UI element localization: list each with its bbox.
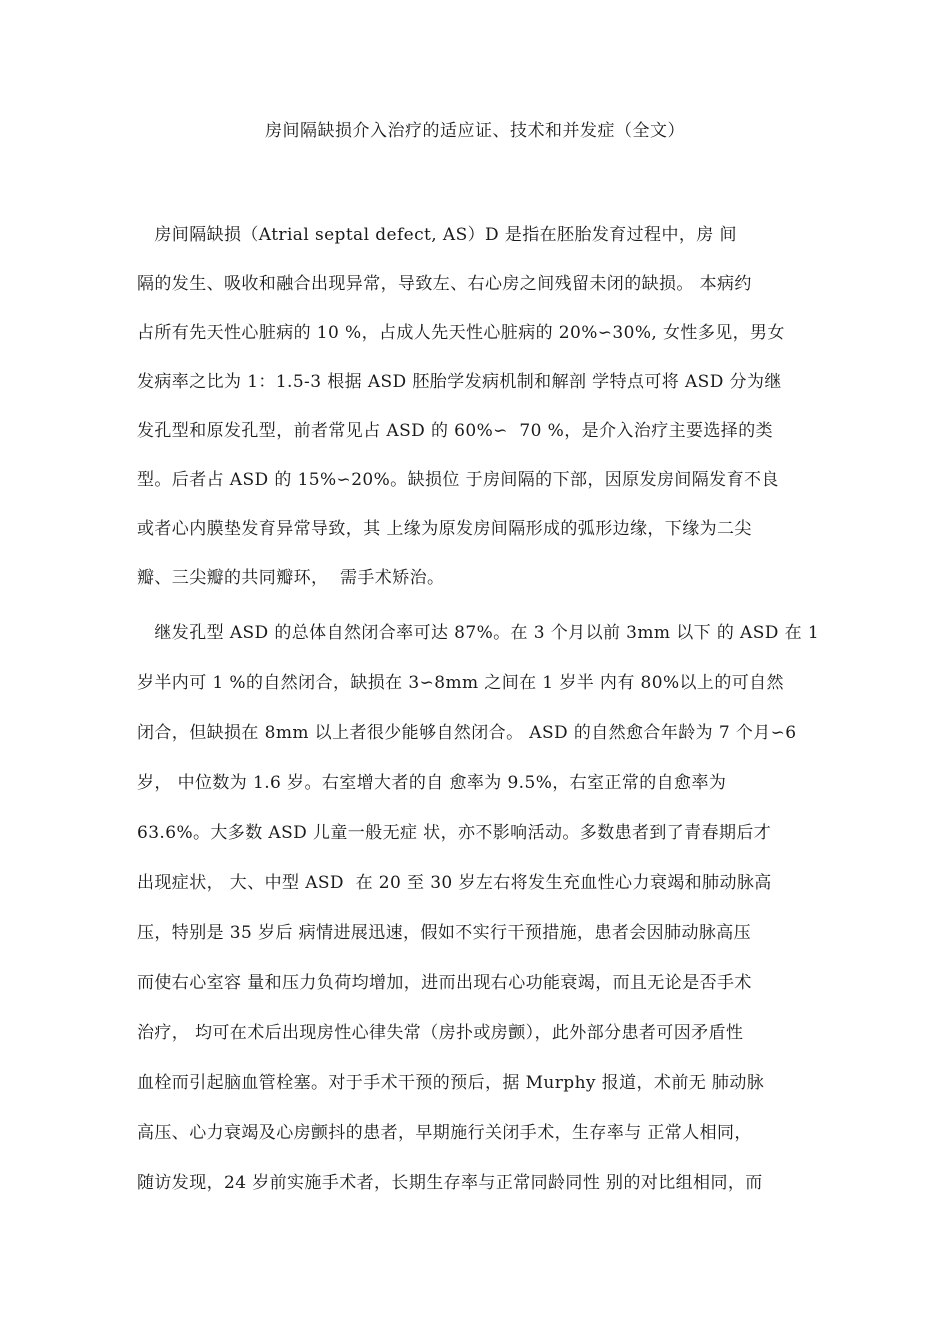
paragraph-line: 而使右心室容 量和压力负荷均增加，进而出现右心功能衰竭，而且无论是否手术 [137, 973, 752, 993]
paragraph-line: 发孔型和原发孔型，前者常见占 ASD 的 60%∽ 70 %，是介入治疗主要选择的类 [137, 421, 773, 441]
paragraph-line: 瓣、三尖瓣的共同瓣环， 需手术矫治。 [137, 568, 445, 588]
paragraph-line: 出现症状， 大、中型 ASD 在 20 至 30 岁左右将发生充血性心力衰竭和肺动脉高 [137, 873, 772, 893]
paragraph-line: 63.6%。大多数 ASD 儿童一般无症 状，亦不影响活动。多数患者到了青春期后才 [137, 823, 772, 843]
paragraph-line: 治疗， 均可在术后出现房性心律失常（房扑或房颤），此外部分患者可因矛盾性 [137, 1023, 744, 1043]
document-title: 房间隔缺损介入治疗的适应证、技术和并发症（全文） [265, 121, 685, 141]
paragraph-line: 继发孔型 ASD 的总体自然闭合率可达 87%。在 3 个月以前 3mm 以下 的 ASD 在 1 [137, 623, 820, 643]
paragraph-line: 岁， 中位数为 1.6 岁。右室增大者的自 愈率为 9.5%，右室正常的自愈率为 [137, 773, 727, 793]
paragraph-line: 血栓而引起脑血管栓塞。对于手术干预的预后，据 Murphy 报道，术前无 肺动脉 [137, 1073, 765, 1093]
paragraph-line: 隔的发生、吸收和融合出现异常，导致左、右心房之间残留未闭的缺损。 本病约 [137, 274, 752, 294]
paragraph-line: 随访发现，24 岁前实施手术者，长期生存率与正常同龄同性 别的对比组相同，而 [137, 1173, 763, 1193]
paragraph-line: 型。后者占 ASD 的 15%∽20%。缺损位 于房间隔的下部，因原发房间隔发育不良 [137, 470, 779, 490]
paragraph-line: 岁半内可 1 %的自然闭合，缺损在 3∽8mm 之间在 1 岁半 内有 80%以上的可自然 [137, 673, 784, 693]
paragraph-line: 发病率之比为 1：1.5-3 根据 ASD 胚胎学发病机制和解剖 学特点可将 ASD 分为继 [137, 372, 782, 392]
paragraph-line: 或者心内膜垫发育异常导致，其 上缘为原发房间隔形成的弧形边缘，下缘为二尖 [137, 519, 752, 539]
paragraph-line: 房间隔缺损（Atrial septal defect, AS）D 是指在胚胎发育过程中，房 间 [137, 225, 737, 245]
paragraph-line: 闭合，但缺损在 8mm 以上者很少能够自然闭合。 ASD 的自然愈合年龄为 7 个月∽6 [137, 723, 797, 743]
paragraph-line: 占所有先天性心脏病的 10 %，占成人先天性心脏病的 20%∽30%, 女性多见，男女 [137, 323, 785, 343]
paragraph-line: 高压、心力衰竭及心房颤抖的患者，早期施行关闭手术，生存率与 正常人相同， [137, 1123, 752, 1143]
paragraph-line: 压，特别是 35 岁后 病情进展迅速，假如不实行干预措施，患者会因肺动脉高压 [137, 923, 752, 943]
